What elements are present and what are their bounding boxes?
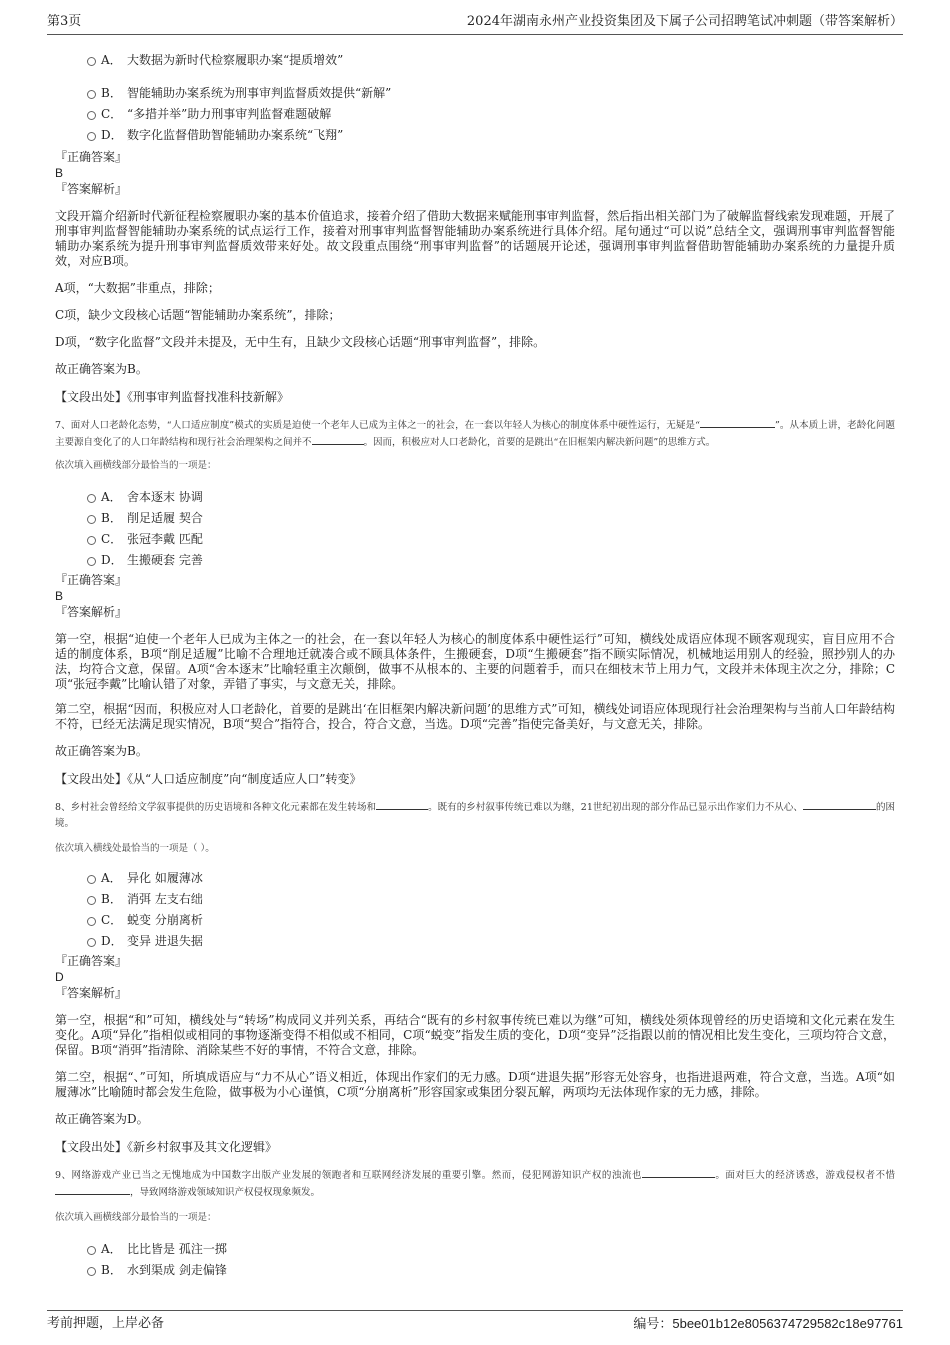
radio-icon[interactable] (87, 938, 96, 947)
radio-icon[interactable] (87, 90, 96, 99)
document-title: 2024年湖南永州产业投资集团及下属子公司招聘笔试冲刺题（带答案解析） (466, 14, 903, 29)
question-instruction: 依次填入横线处最恰当的一项是（ ）。 (55, 843, 215, 854)
radio-icon[interactable] (87, 557, 96, 566)
question-instruction: 依次填入画横线部分最恰当的一项是： (55, 1212, 217, 1223)
answer-label: 『正确答案』 (55, 150, 128, 164)
analysis-label: 『答案解析』 (55, 986, 128, 1000)
question-instruction: 依次填入画横线部分最恰当的一项是： (55, 460, 217, 471)
page-number: 第3页 (47, 14, 82, 29)
source-citation: 【文段出处】《新乡村叙事及其文化逻辑》 (55, 1140, 278, 1154)
analysis-paragraph: 第一空，根据“迫使一个老年人已成为主体之一的社会，在一套以年轻人为核心的制度体系中硬性运行”可知，横线处成语应体现不顾客观现实，盲目应用不合适的制度体系，B项“削足适履”比喻不合理地迁就凑合或不顾具体条件，生搬硬套，D项“生搬硬套”指不顾实际情况，机械地运用别人的经验，照抄别人的办法，均符合文意，保留。A项“舍本逐末”比喻轻重主次颠倒，做事不从根本的、主要的问题着手，而只在细枝末节上用力气，文段并未体现主次之分，排除；C项“张冠李戴”比喻认错了对象，弄错了事实，与文意无关，排除。 (55, 632, 895, 691)
fill-blank (312, 434, 364, 445)
option-a[interactable]: A． 舍本逐末 协调 (55, 487, 895, 508)
q7-options (55, 487, 895, 571)
analysis-paragraph: 第二空，根据“、”可知，所填成语应与“力不从心”语义相近，体现出作家们的无力感。D项“进退失据”形容无处容身，也指进退两难，符合文意，当选。A项“如履薄冰”比喻随时都会发生危险，做事极为小心谨慎，C项“分崩离析”形容国家或集团分裂瓦解，两项均无法体现作家的无力感，排除。 (55, 1070, 895, 1099)
option-b[interactable]: B． 削足适履 契合 (55, 508, 895, 529)
radio-icon[interactable] (87, 917, 96, 926)
answer-label: 『正确答案』 (55, 954, 128, 968)
option-c[interactable]: C． “多措并举”助力刑事审判监督难题破解 (55, 104, 895, 125)
correct-answer: B (55, 166, 64, 180)
radio-icon[interactable] (87, 1267, 96, 1276)
option-a[interactable]: A． 大数据为新时代检察履职办案“提质增效” (55, 50, 895, 71)
answer-label: 『正确答案』 (55, 573, 128, 587)
option-d[interactable]: D． 生搬硬套 完善 (55, 550, 895, 571)
document-id: 编号：5bee01b12e8056374729582c18e97761 (633, 1316, 903, 1332)
footer-slogan: 考前押题，上岸必备 (47, 1316, 165, 1331)
analysis-paragraph: 文段开篇介绍新时代新征程检察履职办案的基本价值追求，接着介绍了借助大数据来赋能刑事审判监督，然后指出相关部门为了破解监督线索发现难题，开展了刑事审判监督智能辅助办案系统的试点运行工作，接着对刑事审判监督智能辅助办案系统进行具体介绍。尾句通过“可以说”总结全文，强调刑事审判监督智能辅助办案系统为提升刑事审判监督质效带来好处。故文段重点围绕“刑事审判监督”的话题展开论述，强调刑事审判监督借助智能辅助办案系统的力量提升质效，对应B项。 (55, 209, 896, 268)
analysis-paragraph: A项，“大数据”非重点，排除； (55, 281, 220, 295)
fill-blank (55, 1184, 130, 1195)
fill-blank (642, 1167, 715, 1178)
analysis-conclusion: 故正确答案为B。 (55, 744, 148, 758)
fill-blank (376, 799, 428, 810)
page-header (47, 12, 903, 35)
analysis-paragraph: 第一空，根据“和”可知，横线处与“转场”构成同义并列关系，再结合“既有的乡村叙事传统已难以为继”可知，横线处须体现曾经的历史语境和文化元素在发生变化。A项“异化”指相似或相同的事物逐渐变得不相似或不相同，C项“蜕变”指发生质的变化，D项“变异”泛指跟以前的情况相比发生变化，三项均符合文意，保留。B项“消弭”指清除、消除某些不好的事情，不符合文意，排除。 (55, 1013, 895, 1057)
analysis-conclusion: 故正确答案为B。 (55, 362, 148, 376)
q6-options (55, 50, 895, 146)
question-stem: 9、网络游戏产业已当之无愧地成为中国数字出版产业发展的领跑者和互联网经济发展的重要引擎。然而，侵犯网游知识产权的浊流也 。面对巨大的经济诱惑，游戏侵权者不惜，导致网络游戏领域知识产权侵权现象频发。 (55, 1167, 895, 1201)
radio-icon[interactable] (87, 494, 96, 503)
source-citation: 【文段出处】《从“人口适应制度”向“制度适应人口”转变》 (55, 772, 362, 786)
option-d[interactable]: D． 数字化监督借助智能辅助办案系统“飞翔” (55, 125, 895, 146)
radio-icon[interactable] (87, 875, 96, 884)
option-c[interactable]: C． 蜕变 分崩离析 (55, 910, 895, 931)
option-b[interactable]: B． 消弭 左支右绌 (55, 889, 895, 910)
option-c[interactable]: C． 张冠李戴 匹配 (55, 529, 895, 550)
option-a[interactable]: A． 异化 如履薄冰 (55, 868, 895, 889)
option-a[interactable]: A． 比比皆是 孤注一掷 (55, 1239, 895, 1260)
analysis-conclusion: 故正确答案为D。 (55, 1112, 149, 1126)
q9-options (55, 1239, 895, 1281)
radio-icon[interactable] (87, 132, 96, 141)
correct-answer: B (55, 589, 64, 603)
question-stem: 8、乡村社会曾经给文学叙事提供的历史语境和各种文化元素都在发生转场和 。既有的乡村叙事传统已难以为继，21世纪初出现的部分作品已显示出作家们力不从心、 的困境。 (55, 799, 895, 832)
option-b[interactable]: B． 水到渠成 剑走偏锋 (55, 1260, 895, 1281)
radio-icon[interactable] (87, 57, 96, 66)
option-d[interactable]: D． 变异 进退失据 (55, 931, 895, 952)
correct-answer: D (55, 970, 64, 984)
radio-icon[interactable] (87, 515, 96, 524)
option-b[interactable]: B． 智能辅助办案系统为刑事审判监督质效提供“新解” (55, 83, 895, 104)
q8-options (55, 868, 895, 952)
fill-blank (700, 417, 775, 428)
analysis-paragraph: C项，缺少文段核心话题“智能辅助办案系统”，排除； (55, 308, 341, 322)
analysis-label: 『答案解析』 (55, 605, 128, 619)
radio-icon[interactable] (87, 896, 96, 905)
page-content (55, 40, 895, 1281)
page-footer (47, 1310, 903, 1335)
radio-icon[interactable] (87, 111, 96, 120)
analysis-label: 『答案解析』 (55, 182, 128, 196)
analysis-paragraph: 第二空，根据“因而，积极应对人口老龄化，首要的是跳出‘在旧框架内解决新问题’的思维方式”可知，横线处词语应体现现行社会治理架构与当前人口年龄结构不符，已经无法满足现实情况，B项“契合”指符合，投合，符合文意，当选。D项“完善”指使完备美好，与文意无关，排除。 (55, 702, 895, 731)
question-stem: 7、面对人口老龄化态势，“人口适应制度”模式的实质是迫使一个老年人已成为主体之一的社会，在一套以年轻人为核心的制度体系中硬性运行，无疑是“ ”。从本质上讲，老龄化问题主要源自变化了的人口年龄结构和现行社会治理架构之间并不 。因而，积极应对人口老龄化，首要的是跳出“在旧框架内解决新问题”的思维方式。 (55, 417, 895, 451)
radio-icon[interactable] (87, 536, 96, 545)
analysis-paragraph: D项，“数字化监督”文段并未提及，无中生有，且缺少文段核心话题“刑事审判监督”，排除。 (55, 335, 546, 349)
source-citation: 【文段出处】《刑事审判监督找准科技新解》 (55, 390, 290, 404)
radio-icon[interactable] (87, 1246, 96, 1255)
fill-blank (803, 799, 876, 810)
